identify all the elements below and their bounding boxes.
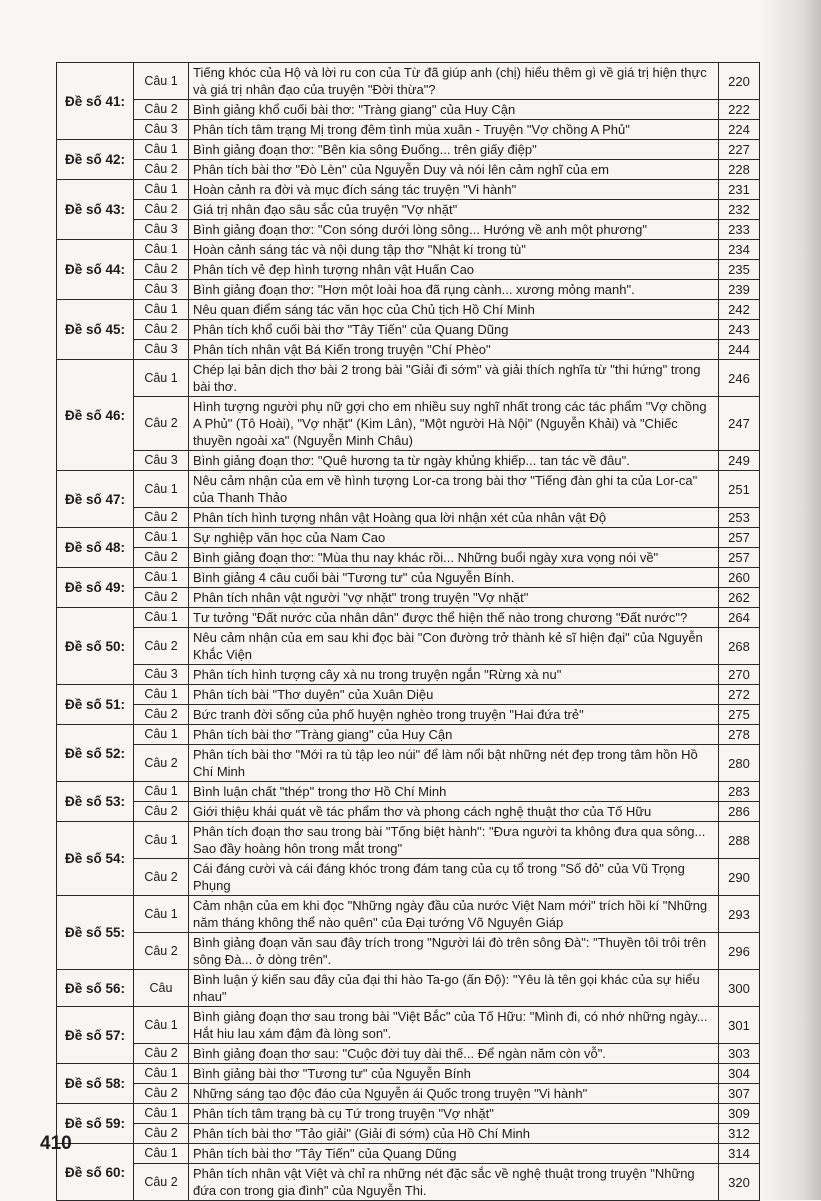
table-row: [57, 140, 760, 160]
question-number: Câu 1: [134, 896, 189, 933]
question-number: Câu 2: [134, 200, 189, 220]
page-reference: 247: [719, 397, 760, 451]
page-reference: 286: [719, 802, 760, 822]
question-title: Bình giảng đoạn thơ: "Bên kia sông Đuống... trên giấy điệp": [189, 140, 719, 160]
question-title: Tư tưởng "Đất nước của nhân dân" được thể hiện thế nào trong chương "Đất nước"?: [189, 608, 719, 628]
question-title: Hình tượng người phụ nữ gợi cho em nhiều suy nghĩ nhất trong các tác phẩm "Vợ chồng A Phủ" (Tô Hoài), "Vợ nhặt" (Kim Lân), "Một người Hà Nội" (Nguyễn Khải) và "Chiếc thuyền ngoài xa" (Nguyễn Minh Châu): [189, 397, 719, 451]
question-title: Giới thiệu khái quát về tác phẩm thơ và phong cách nghệ thuật thơ của Tố Hữu: [189, 802, 719, 822]
exam-number: Đề số 54:: [57, 822, 134, 896]
question-title: Phân tích bài thơ "Tây Tiến" của Quang Dũng: [189, 1144, 719, 1164]
page-reference: 227: [719, 140, 760, 160]
question-title: Phân tích bài thơ "Mới ra tù tập leo núi" để làm nổi bật những nét đẹp trong tâm hồn Hồ Chí Minh: [189, 745, 719, 782]
question-number: Câu 1: [134, 1064, 189, 1084]
question-number: Câu 2: [134, 100, 189, 120]
exam-number: Đề số 42:: [57, 140, 134, 180]
page-reference: 280: [719, 745, 760, 782]
table-of-contents: [56, 62, 760, 1201]
page-reference: 260: [719, 568, 760, 588]
table-row: [57, 1144, 760, 1164]
question-title: Hoàn cảnh sáng tác và nội dung tập thơ "Nhật kí trong tù": [189, 240, 719, 260]
question-title: Bình giảng đoạn thơ: "Con sóng dưới lòng sông... Hướng về anh một phương": [189, 220, 719, 240]
table-row: [57, 120, 760, 140]
question-number: Câu 3: [134, 120, 189, 140]
page-reference: 275: [719, 705, 760, 725]
question-number: Câu 1: [134, 568, 189, 588]
table-row: [57, 1044, 760, 1064]
table-row: [57, 340, 760, 360]
question-title: Phân tích nhân vật Bá Kiến trong truyện "Chí Phèo": [189, 340, 719, 360]
exam-number: Đề số 45:: [57, 300, 134, 360]
table-row: [57, 933, 760, 970]
exam-number: Đề số 53:: [57, 782, 134, 822]
question-title: Nêu quan điểm sáng tác văn học của Chủ tịch Hồ Chí Minh: [189, 300, 719, 320]
table-row: [57, 451, 760, 471]
table-row: [57, 1104, 760, 1124]
page-edge-shadow: [761, 0, 821, 1200]
table-row: [57, 725, 760, 745]
page-reference: 220: [719, 63, 760, 100]
table-row: [57, 1064, 760, 1084]
page-reference: 320: [719, 1164, 760, 1201]
question-title: Phân tích khổ cuối bài thơ "Tây Tiến" của Quang Dũng: [189, 320, 719, 340]
table-row: [57, 240, 760, 260]
question-number: Câu 2: [134, 508, 189, 528]
table-row: [57, 220, 760, 240]
question-title: Phân tích nhân vật người "vợ nhặt" trong truyện "Vợ nhặt": [189, 588, 719, 608]
question-title: Bình giảng đoạn thơ: "Hơn một loài hoa đã rụng cành... xương mỏng manh".: [189, 280, 719, 300]
exam-number: Đề số 44:: [57, 240, 134, 300]
question-number: Câu 1: [134, 300, 189, 320]
exam-number: Đề số 57:: [57, 1007, 134, 1064]
exam-number: Đề số 49:: [57, 568, 134, 608]
exam-number: Đề số 47:: [57, 471, 134, 528]
question-number: Câu 2: [134, 628, 189, 665]
question-title: Phân tích vẻ đẹp hình tượng nhân vật Huấn Cao: [189, 260, 719, 280]
page-reference: 290: [719, 859, 760, 896]
question-number: Câu 2: [134, 1124, 189, 1144]
table-row: [57, 782, 760, 802]
page-reference: 231: [719, 180, 760, 200]
page-reference: 304: [719, 1064, 760, 1084]
question-number: Câu 1: [134, 822, 189, 859]
table-row: [57, 628, 760, 665]
page-reference: 234: [719, 240, 760, 260]
question-title: Bình giảng đoạn thơ: "Quê hương ta từ ngày khủng khiếp... tan tác về đâu".: [189, 451, 719, 471]
question-number: Câu 1: [134, 180, 189, 200]
table-row: [57, 200, 760, 220]
question-title: Bình giảng 4 câu cuối bài "Tương tư" của Nguyễn Bính.: [189, 568, 719, 588]
question-number: Câu 1: [134, 240, 189, 260]
page-reference: 264: [719, 608, 760, 628]
exam-number: Đề số 52:: [57, 725, 134, 782]
page-reference: 243: [719, 320, 760, 340]
page-reference: 222: [719, 100, 760, 120]
question-number: Câu 1: [134, 1144, 189, 1164]
question-title: Bình luận ý kiến sau đây của đại thi hào Ta-go (ấn Độ): "Yêu là tên gọi khác của sự hiểu nhau": [189, 970, 719, 1007]
question-title: Phân tích bài thơ "Tràng giang" của Huy Cận: [189, 725, 719, 745]
question-title: Bức tranh đời sống của phố huyện nghèo trong truyện "Hai đứa trẻ": [189, 705, 719, 725]
page-reference: 309: [719, 1104, 760, 1124]
page-reference: 246: [719, 360, 760, 397]
table-row: [57, 180, 760, 200]
table-row: [57, 970, 760, 1007]
question-number: Câu 1: [134, 360, 189, 397]
question-title: Những sáng tạo độc đáo của Nguyễn ái Quốc trong truyện "Vi hành": [189, 1084, 719, 1104]
question-title: Phân tích bài thơ "Đò Lèn" của Nguyễn Duy và nói lên cảm nghĩ của em: [189, 160, 719, 180]
page-reference: 251: [719, 471, 760, 508]
page-reference: 288: [719, 822, 760, 859]
table-row: [57, 665, 760, 685]
page-reference: 228: [719, 160, 760, 180]
exam-number: Đề số 55:: [57, 896, 134, 970]
table-row: [57, 896, 760, 933]
page-reference: 301: [719, 1007, 760, 1044]
question-number: Câu 1: [134, 63, 189, 100]
question-number: Câu: [134, 970, 189, 1007]
table-row: [57, 685, 760, 705]
question-number: Câu 1: [134, 1007, 189, 1044]
page-reference: 296: [719, 933, 760, 970]
question-number: Câu 2: [134, 397, 189, 451]
question-title: Bình giảng đoạn văn sau đây trích trong "Người lái đò trên sông Đà": "Thuyền tôi trôi trên sông Đà... ở dòng trên".: [189, 933, 719, 970]
exam-number: Đề số 59:: [57, 1104, 134, 1144]
question-title: Bình giảng đoạn thơ: "Mùa thu nay khác rồi... Những buổi ngày xưa vọng nói về": [189, 548, 719, 568]
page-reference: 253: [719, 508, 760, 528]
question-number: Câu 2: [134, 859, 189, 896]
question-number: Câu 2: [134, 160, 189, 180]
question-title: Cảm nhận của em khi đọc "Những ngày đầu của nước Việt Nam mới" trích hồi kí "Những năm tháng không thể nào quên" của Đại tướng Võ Nguyên Giáp: [189, 896, 719, 933]
question-number: Câu 1: [134, 685, 189, 705]
page-reference: 278: [719, 725, 760, 745]
question-title: Hoàn cảnh ra đời và mục đích sáng tác truyện "Vi hành": [189, 180, 719, 200]
question-title: Giá trị nhân đạo sâu sắc của truyện "Vợ nhặt": [189, 200, 719, 220]
exam-number: Đề số 43:: [57, 180, 134, 240]
page-reference: 249: [719, 451, 760, 471]
question-title: Phân tích hình tượng nhân vật Hoàng qua lời nhận xét của nhân vật Độ: [189, 508, 719, 528]
question-title: Phân tích bài thơ "Tảo giải" (Giải đi sớm) của Hồ Chí Minh: [189, 1124, 719, 1144]
question-number: Câu 2: [134, 745, 189, 782]
question-title: Bình giảng đoạn thơ sau: "Cuộc đời tuy dài thế... Để ngàn năm còn vỗ".: [189, 1044, 719, 1064]
question-number: Câu 1: [134, 140, 189, 160]
table-row: [57, 745, 760, 782]
page-reference: 257: [719, 528, 760, 548]
table-row: [57, 300, 760, 320]
table-row: [57, 100, 760, 120]
table-row: [57, 588, 760, 608]
table-row: [57, 280, 760, 300]
question-title: Phân tích tâm trạng bà cụ Tứ trong truyện "Vợ nhặt": [189, 1104, 719, 1124]
table-row: [57, 320, 760, 340]
exam-number: Đề số 60:: [57, 1144, 134, 1201]
page-reference: 270: [719, 665, 760, 685]
exam-number: Đề số 41:: [57, 63, 134, 140]
question-title: Bình giảng khổ cuối bài thơ: "Tràng giang" của Huy Cận: [189, 100, 719, 120]
question-title: Phân tích nhân vật Việt và chỉ ra những nét đặc sắc về nghệ thuật trong truyện "Những đứa con trong gia đình" của Nguyễn Thi.: [189, 1164, 719, 1201]
exam-number: Đề số 58:: [57, 1064, 134, 1104]
page-reference: 300: [719, 970, 760, 1007]
question-number: Câu 1: [134, 608, 189, 628]
question-number: Câu 2: [134, 260, 189, 280]
table-row: [57, 1007, 760, 1044]
question-number: Câu 3: [134, 665, 189, 685]
page-reference: 257: [719, 548, 760, 568]
question-number: Câu 2: [134, 1084, 189, 1104]
question-number: Câu 1: [134, 528, 189, 548]
question-title: Tiếng khóc của Hộ và lời ru con của Từ đã giúp anh (chị) hiểu thêm gì về giá trị hiện thực và giá trị nhân đạo của truyện "Đời thừa"?: [189, 63, 719, 100]
page-reference: 239: [719, 280, 760, 300]
table-row: [57, 859, 760, 896]
question-title: Phân tích hình tượng cây xà nu trong truyện ngắn "Rừng xà nu": [189, 665, 719, 685]
question-number: Câu 2: [134, 705, 189, 725]
exam-number: Đề số 56:: [57, 970, 134, 1007]
table-row: [57, 705, 760, 725]
question-number: Câu 1: [134, 1104, 189, 1124]
table-row: [57, 1164, 760, 1201]
question-title: Chép lại bản dịch thơ bài 2 trong bài "Giải đi sớm" và giải thích nghĩa từ "thi hứng" trong bài thơ.: [189, 360, 719, 397]
table-row: [57, 548, 760, 568]
table-row: [57, 608, 760, 628]
page-number: 410: [40, 1133, 72, 1154]
page-reference: 233: [719, 220, 760, 240]
question-number: Câu 1: [134, 782, 189, 802]
page-reference: 303: [719, 1044, 760, 1064]
page-reference: 312: [719, 1124, 760, 1144]
exam-number: Đề số 48:: [57, 528, 134, 568]
toc-body: [57, 63, 760, 1201]
page-reference: 272: [719, 685, 760, 705]
table-row: [57, 260, 760, 280]
question-title: Phân tích tâm trạng Mị trong đêm tình mùa xuân - Truyện "Vợ chồng A Phủ": [189, 120, 719, 140]
table-row: [57, 802, 760, 822]
question-number: Câu 2: [134, 588, 189, 608]
exam-number: Đề số 50:: [57, 608, 134, 685]
exam-number: Đề số 46:: [57, 360, 134, 471]
table-row: [57, 160, 760, 180]
page-reference: 283: [719, 782, 760, 802]
question-number: Câu 3: [134, 220, 189, 240]
table-row: [57, 397, 760, 451]
question-number: Câu 3: [134, 280, 189, 300]
question-number: Câu 2: [134, 1164, 189, 1201]
page-reference: 244: [719, 340, 760, 360]
page-reference: 268: [719, 628, 760, 665]
page-reference: 235: [719, 260, 760, 280]
question-title: Nêu cảm nhận của em sau khi đọc bài "Con đường trở thành kẻ sĩ hiện đại" của Nguyễn Khắc Viện: [189, 628, 719, 665]
question-title: Phân tích bài "Thơ duyên" của Xuân Diệu: [189, 685, 719, 705]
page-reference: 224: [719, 120, 760, 140]
question-number: Câu 2: [134, 802, 189, 822]
exam-number: Đề số 51:: [57, 685, 134, 725]
page-reference: 232: [719, 200, 760, 220]
question-title: Phân tích đoạn thơ sau trong bài "Tống biệt hành": "Đưa người ta không đưa qua sông... Sao đầy hoàng hôn trong mắt trong": [189, 822, 719, 859]
table-row: [57, 63, 760, 100]
question-number: Câu 1: [134, 725, 189, 745]
page-reference: 307: [719, 1084, 760, 1104]
question-number: Câu 2: [134, 548, 189, 568]
question-title: Bình luận chất "thép" trong thơ Hồ Chí Minh: [189, 782, 719, 802]
table-row: [57, 508, 760, 528]
question-number: Câu 2: [134, 933, 189, 970]
question-number: Câu 2: [134, 1044, 189, 1064]
page-reference: 262: [719, 588, 760, 608]
question-title: Nêu cảm nhận của em về hình tượng Lor-ca trong bài thơ "Tiếng đàn ghi ta của Lor-ca" của Thanh Thảo: [189, 471, 719, 508]
page-reference: 314: [719, 1144, 760, 1164]
question-title: Bình giảng bài thơ "Tương tư" của Nguyễn Bính: [189, 1064, 719, 1084]
question-number: Câu 1: [134, 471, 189, 508]
question-title: Bình giảng đoạn thơ sau trong bài "Việt Bắc" của Tố Hữu: "Mình đi, có nhớ những ngày... Hắt hiu lau xám đậm đà lòng son".: [189, 1007, 719, 1044]
table-row: [57, 360, 760, 397]
table-row: [57, 822, 760, 859]
question-title: Cái đáng cười và cái đáng khóc trong đám tang của cụ tổ trong "Số đỏ" của Vũ Trọng Phụng: [189, 859, 719, 896]
table-row: [57, 528, 760, 548]
table-row: [57, 1124, 760, 1144]
page-reference: 293: [719, 896, 760, 933]
question-number: Câu 3: [134, 451, 189, 471]
question-title: Sự nghiệp văn học của Nam Cao: [189, 528, 719, 548]
question-number: Câu 2: [134, 320, 189, 340]
table-row: [57, 568, 760, 588]
page-reference: 242: [719, 300, 760, 320]
table-row: [57, 471, 760, 508]
question-number: Câu 3: [134, 340, 189, 360]
table-row: [57, 1084, 760, 1104]
